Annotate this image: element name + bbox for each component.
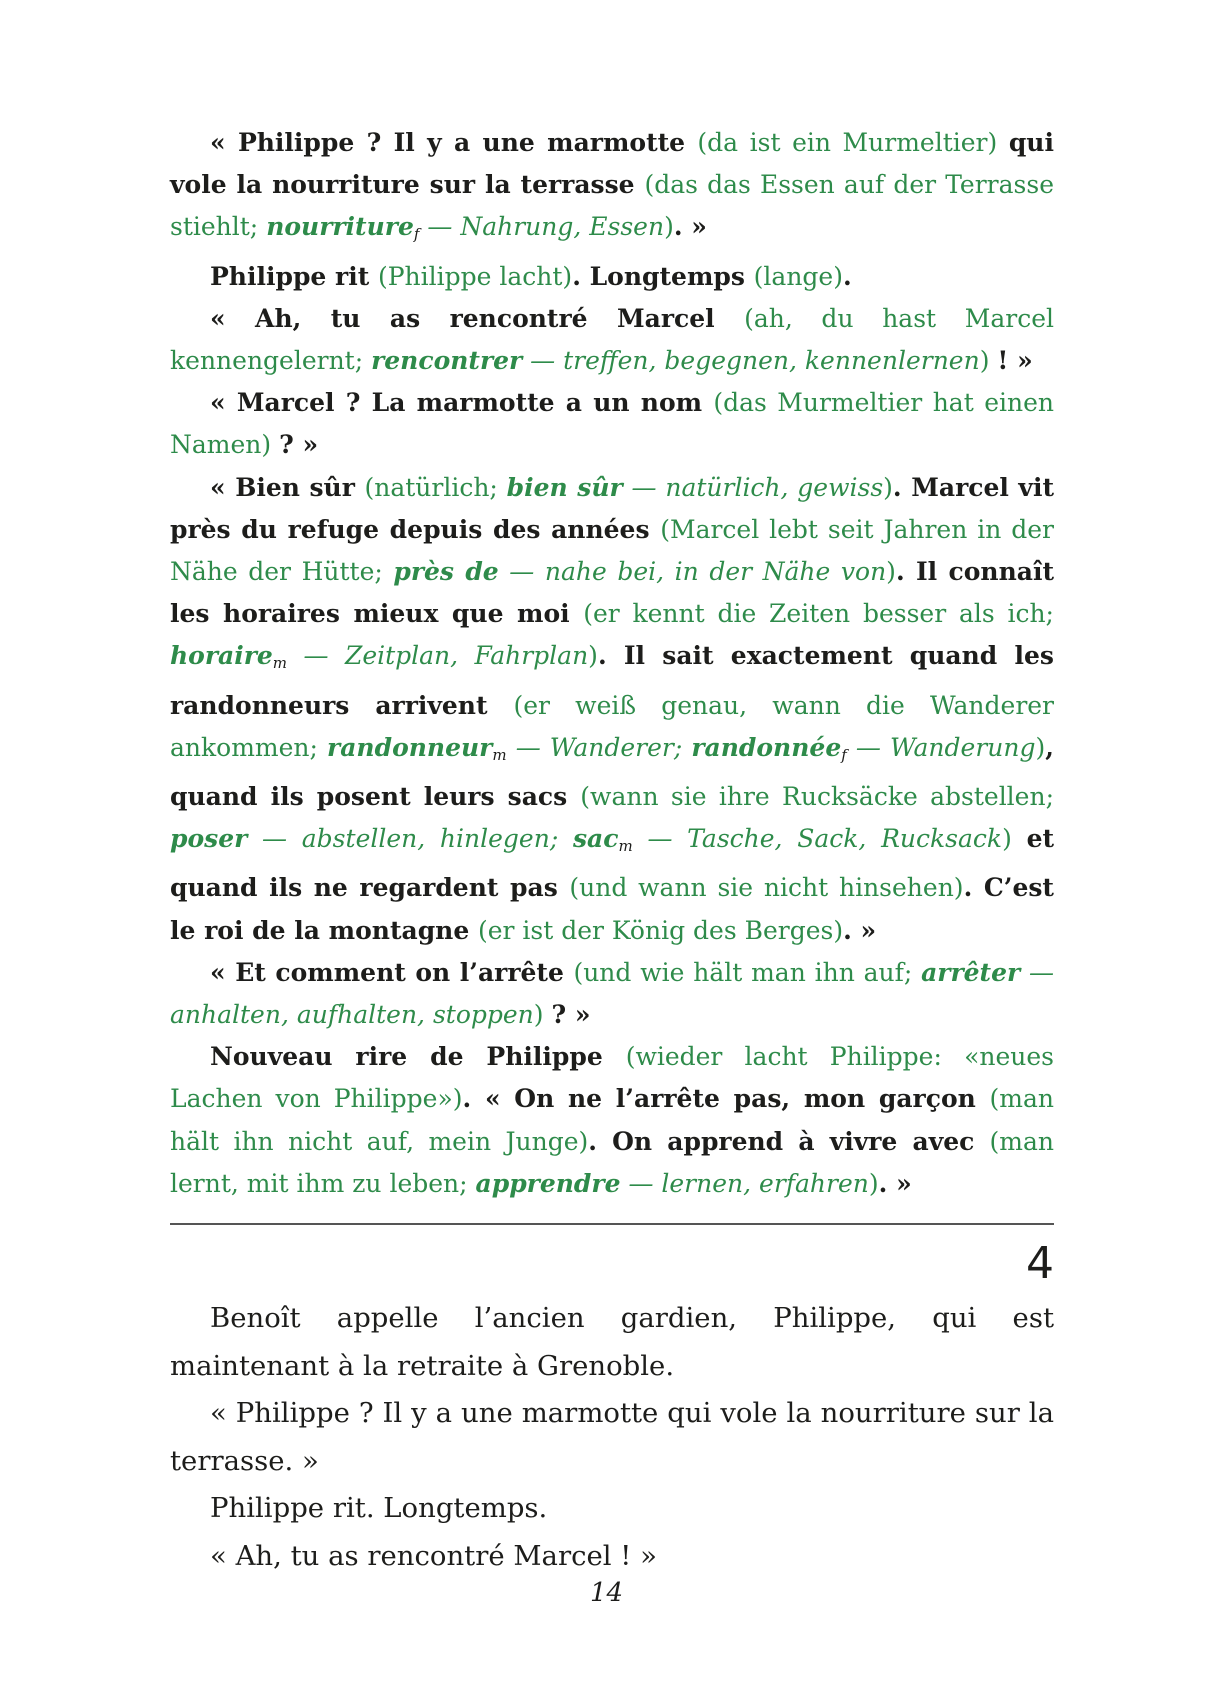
- german-translation: (er weiß genau, wann die Wanderer ankommen;: [170, 690, 1055, 762]
- vocabulary-translation: — nahe bei, in der Nähe von: [498, 557, 887, 587]
- page-number: 14: [589, 1578, 624, 1608]
- german-translation: ): [1002, 824, 1027, 854]
- french-text: . Il sait exactement quand les randonneurs arrivent: [170, 641, 1054, 720]
- french-text: , quand ils posent leurs sacs: [170, 732, 1054, 812]
- french-text: . « On ne l’arrête pas, mon garçon: [462, 1084, 990, 1114]
- french-text: .: [842, 261, 852, 291]
- annotated-paragraph: [170, 256, 1054, 298]
- vocabulary-term: horaire: [170, 641, 273, 671]
- german-translation: ): [588, 641, 598, 671]
- french-text: « Ah, tu as rencontré Marcel: [210, 303, 745, 333]
- vocabulary-translation: — Wanderung: [846, 732, 1036, 762]
- vocabulary-translation: — lernen, erfahren: [620, 1168, 869, 1198]
- french-text: ? »: [279, 430, 319, 460]
- vocabulary-translation: — abstellen, hinlegen;: [247, 824, 573, 854]
- annotated-paragraph: [170, 467, 1054, 952]
- french-text: ! »: [997, 346, 1033, 376]
- vocabulary-translation: — treffen, begegnen, kennenlernen: [522, 346, 980, 376]
- vocabulary-term: sac: [572, 824, 619, 854]
- german-translation: (natürlich;: [364, 472, 507, 502]
- german-translation: (und wie hält man ihn auf;: [573, 957, 922, 987]
- german-translation: (Philippe lacht): [377, 261, 573, 291]
- german-translation: ): [979, 346, 998, 376]
- german-translation: (das Murmeltier hat einen Namen): [170, 388, 1054, 460]
- german-translation: ): [886, 557, 896, 587]
- french-text: . C’est le roi de la montagne: [170, 873, 1054, 945]
- french-text: . »: [673, 212, 707, 242]
- plain-paragraph: Philippe rit. Longtemps.: [210, 1492, 548, 1525]
- french-text: . »: [843, 915, 877, 945]
- vocabulary-translation: — Zeitplan, Fahrplan: [287, 641, 589, 671]
- gender-marker: m: [492, 745, 507, 764]
- vocabulary-term: poser: [170, 824, 248, 854]
- french-text: « Philippe ? Il y a une marmotte: [210, 128, 698, 157]
- vocabulary-term: arrêter: [921, 957, 1021, 987]
- german-translation: (man hält ihn nicht auf, mein Junge): [170, 1084, 1054, 1156]
- vocabulary-translation: — Wanderer;: [506, 732, 692, 762]
- plain-paragraph: Benoît appelle l’ancien gardien, Philippe, qui est maintenant à la retraite à Grenoble.: [170, 1302, 1054, 1382]
- french-text: Philippe rit: [210, 261, 378, 291]
- german-translation: (ah, du hast Marcel kennengelernt;: [170, 303, 1054, 376]
- vocabulary-term: bien sûr: [506, 472, 623, 502]
- gender-marker: f: [413, 225, 420, 244]
- vocabulary-translation: — natürlich, gewiss: [622, 472, 884, 502]
- german-translation: ): [664, 212, 674, 242]
- german-translation: ): [883, 472, 893, 502]
- german-translation: ): [868, 1168, 879, 1198]
- chapter-number: 4: [1026, 1238, 1054, 1290]
- german-translation: (da ist ein Murmeltier): [697, 128, 1009, 157]
- french-text: ? »: [551, 1000, 591, 1030]
- german-translation: (das das Essen auf der Terrasse stiehlt;: [170, 170, 1054, 242]
- annotated-text: [170, 122, 1054, 1205]
- vocabulary-term: randonneur: [327, 732, 493, 762]
- french-text: « Et comment on l’arrête: [210, 957, 574, 987]
- gender-marker: m: [272, 654, 288, 673]
- vocabulary-term: près de: [393, 557, 499, 587]
- french-text: . Longtemps: [572, 261, 754, 291]
- vocabulary-term: apprendre: [475, 1168, 621, 1198]
- german-translation: ): [533, 1000, 552, 1030]
- annotated-paragraph: [170, 1036, 1054, 1205]
- plain-text: [170, 1295, 1054, 1580]
- german-translation: (wann sie ihre Rucksäcke abstellen;: [580, 782, 1054, 812]
- french-text: . On apprend à vivre avec: [588, 1126, 990, 1156]
- german-translation: (man lernt, mit ihm zu leben;: [170, 1126, 1054, 1198]
- vocabulary-term: randonnée: [691, 732, 842, 762]
- french-text: . Marcel vit près du refuge depuis des années: [170, 472, 1055, 544]
- vocabulary-term: nourriture: [266, 212, 414, 242]
- german-translation: (Marcel lebt seit Jahren in der Nähe der Hütte;: [170, 514, 1055, 587]
- french-text: « Marcel ? La marmotte a un nom: [210, 388, 714, 418]
- book-page: [170, 122, 1054, 1580]
- german-translation: (er kennt die Zeiten besser als ich;: [583, 599, 1054, 629]
- french-text: et quand ils ne regardent pas: [170, 824, 1055, 903]
- french-text: . Il connaît les horaires mieux que moi: [170, 557, 1054, 629]
- annotated-paragraph: [170, 122, 1054, 256]
- german-translation: (und wann sie nicht hinsehen): [569, 873, 964, 903]
- french-text: Nouveau rire de Philippe: [210, 1042, 626, 1072]
- annotated-paragraph: [170, 952, 1054, 1036]
- german-translation: (lange): [753, 261, 843, 291]
- annotated-paragraph: [170, 298, 1054, 382]
- section-divider: [170, 1223, 1054, 1225]
- plain-paragraph: « Ah, tu as rencontré Marcel ! »: [210, 1539, 657, 1572]
- annotated-paragraph: [170, 382, 1054, 466]
- vocabulary-translation: — Nahrung, Essen: [419, 212, 665, 242]
- german-translation: (er ist der König des Berges): [477, 915, 844, 945]
- vocabulary-translation: — Tasche, Sack, Rucksack: [632, 824, 1003, 854]
- vocabulary-term: rencontrer: [371, 346, 523, 376]
- french-text: « Bien sûr: [210, 472, 365, 502]
- german-translation: (wieder lacht Philippe: «neues Lachen von Philippe»): [170, 1042, 1054, 1114]
- gender-marker: m: [618, 837, 633, 856]
- french-text: qui vole la nourriture sur la terrasse: [170, 128, 1054, 200]
- german-translation: ): [1035, 732, 1046, 762]
- plain-paragraph: « Philippe ? Il y a une marmotte qui vole la nourriture sur la terrasse. »: [170, 1397, 1054, 1477]
- vocabulary-translation: — anhalten, aufhalten, stoppen: [170, 957, 1054, 1030]
- gender-marker: f: [841, 745, 847, 764]
- french-text: . »: [878, 1168, 912, 1198]
